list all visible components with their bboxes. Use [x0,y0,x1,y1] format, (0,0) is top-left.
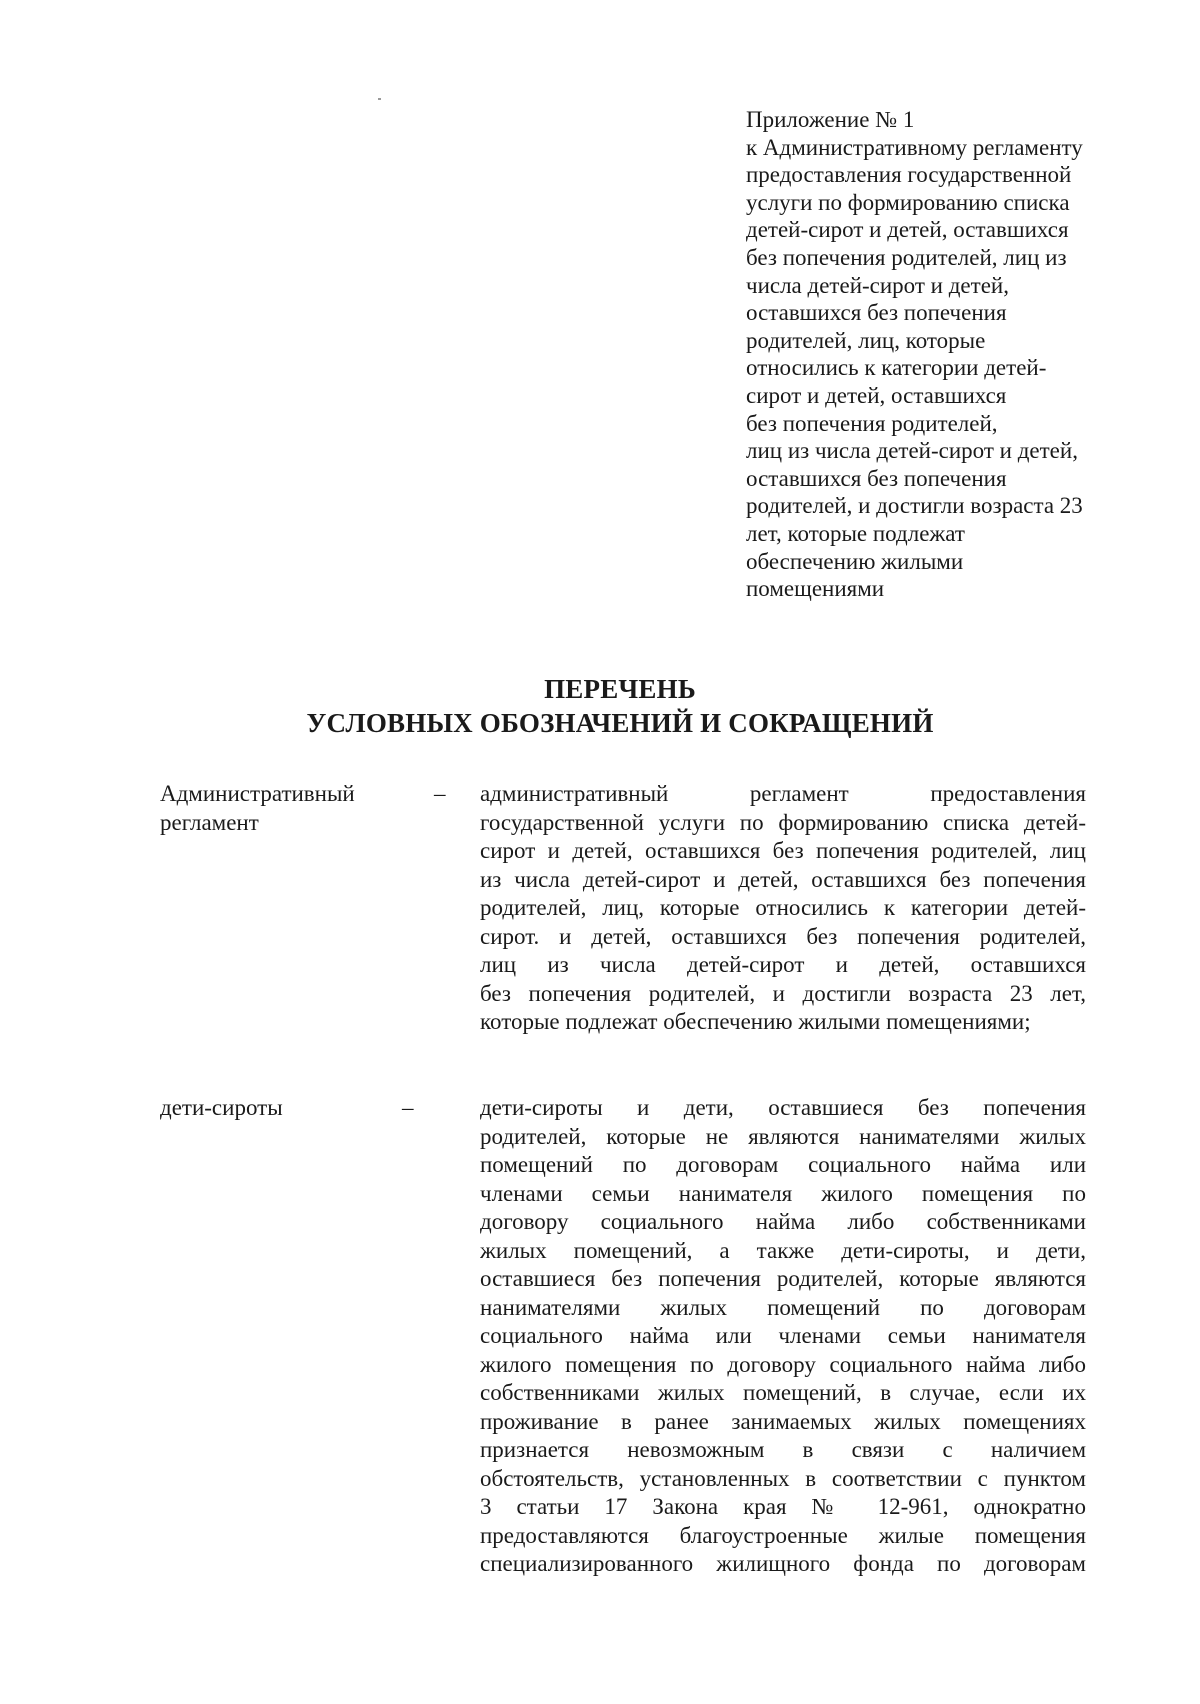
definition-line: оставшиеся без попечения родителей, которые являются [480,1266,1086,1291]
definition-line: лиц из числа детей-сирот и детей, оставшихся [480,952,1086,977]
definition-line: родителей, лиц, которые относились к категории детей- [480,895,1086,920]
definition-line: сирот. и детей, оставшихся без попечения родителей, [480,923,1086,949]
appendix-line: предоставления государственной [746,162,1072,188]
definition-line: помещений по договорам социального найма или [480,1152,1086,1177]
appendix-line: Приложение № 1 [746,107,915,132]
definition-line: признается невозможным в связи с наличием [480,1437,1086,1462]
definition-line: договору социального найма либо собственниками [480,1209,1086,1234]
definition-line: нанимателями жилых помещений по договорам [480,1294,1086,1320]
term-line: Административный [160,781,355,806]
appendix-line: лет, которые подлежат [746,520,965,546]
entry-dash: – [402,1095,414,1120]
appendix-line: родителей, лиц, которые [746,327,986,353]
definition-line: дети-сироты и дети, оставшиеся без попечения [480,1095,1086,1120]
definition-line: 3 статьи 17 Закона края № 12-961, однократно [480,1494,1086,1519]
definition-line: из числа детей-сирот и детей, оставшихся без попечения [480,866,1086,892]
definition-line: специализированного жилищного фонда по договорам [480,1551,1086,1576]
definition-line: социального найма или членами семьи нанимателя [480,1323,1086,1348]
definition-line: обстоятельств, установленных в соответствии с пунктом [480,1465,1086,1491]
appendix-line: относились к категории детей- [746,355,1047,381]
definition-line: членами семьи нанимателя жилого помещения по [480,1180,1086,1206]
appendix-line: без попечения родителей, лиц из [746,244,1067,270]
definition-line: проживание в ранее занимаемых жилых помещениях [480,1408,1086,1434]
definition-line: предоставляются благоустроенные жилые помещения [480,1522,1086,1548]
title-line-2: УСЛОВНЫХ ОБОЗНАЧЕНИЙ И СОКРАЩЕНИЙ [306,708,934,738]
appendix-line: обеспечению жилыми [746,548,964,574]
scan-speck [378,98,381,100]
appendix-line: к Административному регламенту [746,134,1083,160]
term-line: регламент [160,809,259,835]
term-line: дети-сироты [160,1095,283,1120]
appendix-line: родителей, и достигли возраста 23 [746,493,1083,519]
entry-definition [480,1094,1086,1579]
appendix-line: числа детей-сирот и детей, [746,272,1009,298]
appendix-line: без попечения родителей, [746,410,998,436]
document-title [150,672,1090,740]
appendix-line: оставшихся без попечения [746,465,1007,491]
definition-line: сирот и детей, оставшихся без попечения родителей, лиц [480,838,1086,863]
definition-line: административный регламент предоставления [480,781,1086,806]
appendix-note [746,106,1126,603]
entry-term [160,1094,420,1123]
definition-line: которые подлежат обеспечению жилыми помещениями; [480,1009,1031,1034]
definition-line: жилого помещения по договору социального найма либо [480,1351,1086,1377]
definition-line: жилых помещений, а также дети-сироты, и дети, [480,1237,1086,1263]
title-line-1: ПЕРЕЧЕНЬ [544,674,696,704]
appendix-line: сирот и детей, оставшихся [746,382,1007,408]
appendix-line: детей-сирот и детей, оставшихся [746,217,1069,243]
definition-line: без попечения родителей, и достигли возраста 23 лет, [480,980,1086,1006]
appendix-line: помещениями [746,576,885,602]
entry-dash: – [434,781,446,806]
definition-line: собственниками жилых помещений, в случае, если их [480,1380,1086,1405]
entry-definition [480,780,1086,1037]
appendix-line: оставшихся без попечения [746,300,1007,326]
definition-line: государственной услуги по формированию списка детей- [480,809,1086,835]
definition-line: родителей, которые не являются нанимателями жилых [480,1123,1086,1149]
appendix-line: лиц из числа детей-сирот и детей, [746,438,1078,464]
entry-term [160,780,420,837]
appendix-line: услуги по формированию списка [746,189,1070,215]
